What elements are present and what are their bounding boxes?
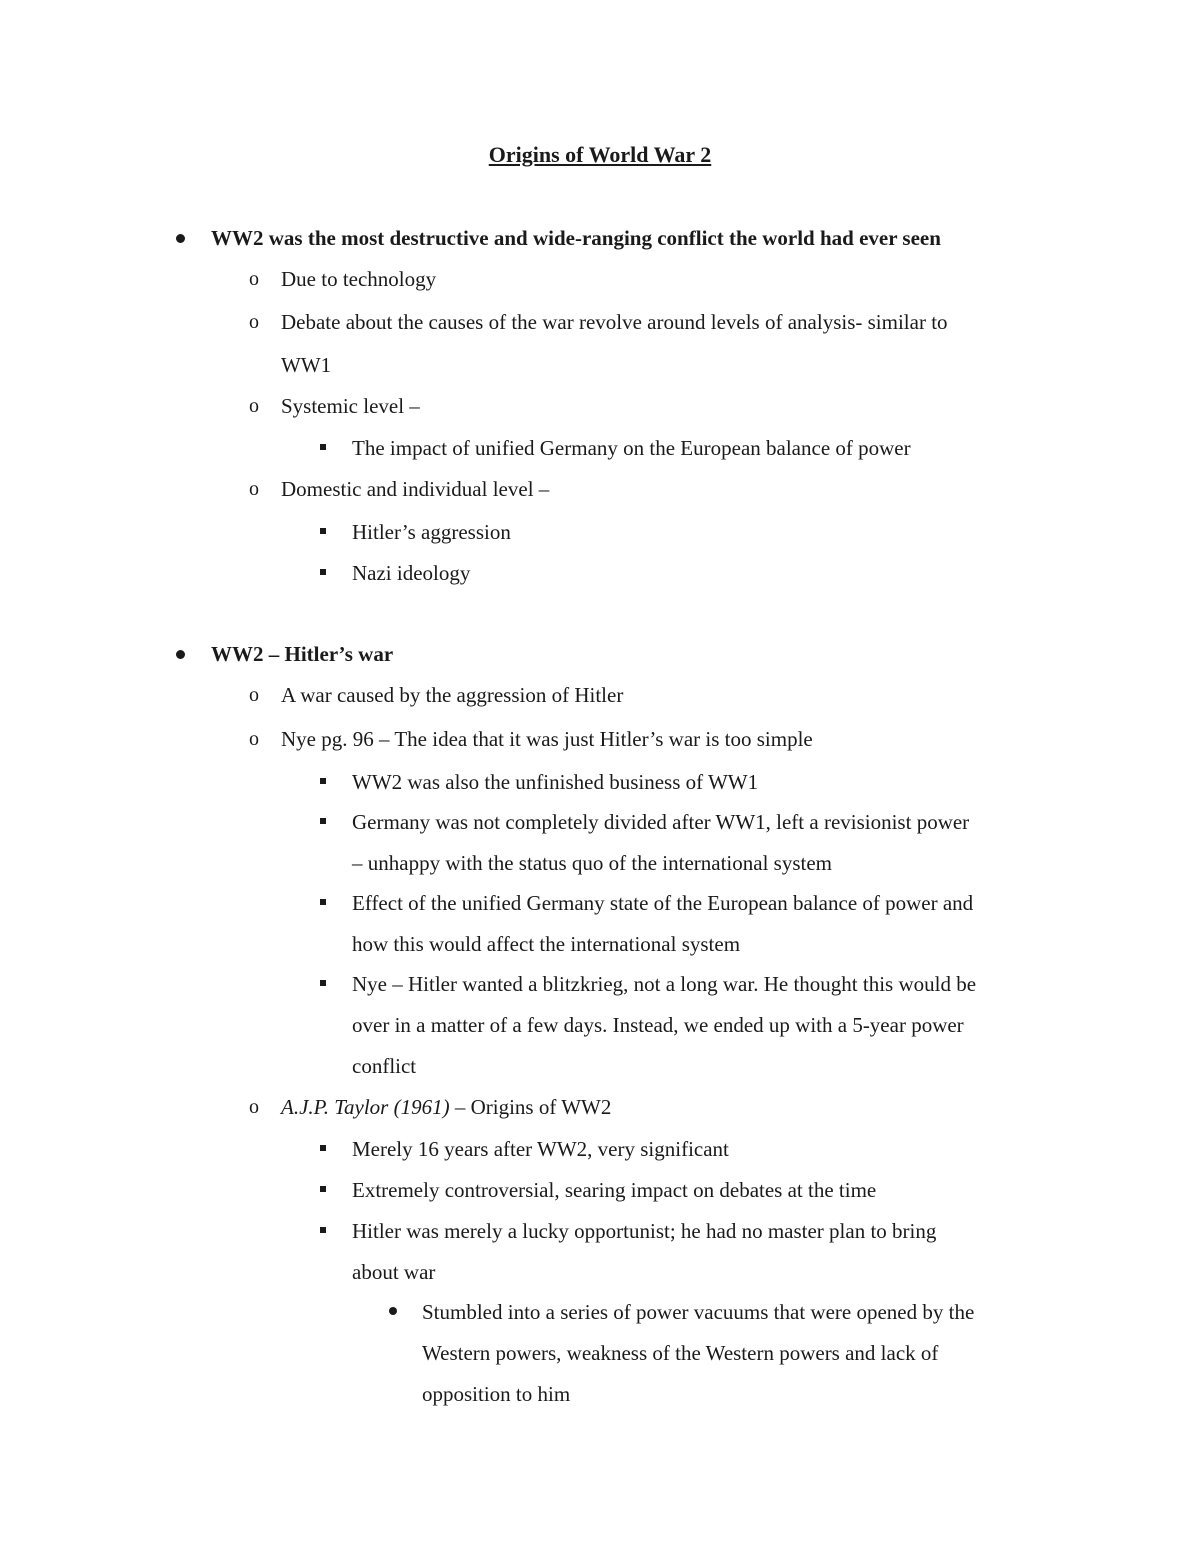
list-item: Merely 16 years after WW2, very significant [352,1137,729,1161]
list-item: Nazi ideology [352,561,471,585]
list-item: Debate about the causes of the war revolve around levels of analysis- similar to [281,310,948,334]
bullet-square-icon [320,1227,326,1233]
list-item: Due to technology [281,267,437,291]
citation-author: A.J.P. Taylor (1961) [281,1095,450,1119]
list-item: A war caused by the aggression of Hitler [281,683,624,707]
list-item-continuation: conflict [352,1054,417,1078]
citation-title: – Origins of WW2 [449,1095,612,1119]
bullet-square-icon [320,778,326,784]
list-item: Hitler’s aggression [352,520,511,544]
bullet-square-icon [320,899,326,905]
list-item: The impact of unified Germany on the European balance of power [352,436,911,460]
bullet-square-icon [320,1186,326,1192]
list-item: Nye pg. 96 – The idea that it was just Hitler’s war is too simple [281,727,813,751]
bullet-circle-icon: o [249,311,259,333]
list-item: Nye – Hitler wanted a blitzkrieg, not a long war. He thought this would be [352,972,977,996]
bullet-square-icon [320,980,326,986]
list-item-continuation: WW1 [281,353,332,377]
list-item-continuation: over in a matter of a few days. Instead, we ended up with a 5-year power [352,1013,964,1037]
list-item-continuation: – unhappy with the status quo of the international system [352,851,833,875]
list-item: Stumbled into a series of power vacuums that were opened by the [422,1300,975,1324]
bullet-square-icon [320,818,326,824]
bullet-circle-icon: o [249,268,259,290]
page-title: Origins of World War 2 [488,142,712,167]
bullet-circle-icon: o [249,684,259,706]
bullet-square-icon [320,444,326,450]
bullet-circle-icon: o [249,478,259,500]
list-item: WW2 was also the unfinished business of WW1 [352,770,759,794]
list-item-continuation: how this would affect the international system [352,932,741,956]
list-item: Extremely controversial, searing impact on debates at the time [352,1178,877,1202]
list-item-continuation: opposition to him [422,1382,571,1406]
bullet-circle-icon: o [249,728,259,750]
list-item: Germany was not completely divided after WW1, left a revisionist power [352,810,970,834]
bullet-square-icon [320,528,326,534]
bullet-disc-icon [389,1307,397,1315]
bullet-circle-icon: o [249,395,259,417]
list-item: Systemic level – [281,394,420,418]
list-item-continuation: about war [352,1260,436,1284]
list-item: Hitler was merely a lucky opportunist; he had no master plan to bring [352,1219,937,1243]
section2-heading: WW2 – Hitler’s war [211,642,394,666]
bullet-square-icon [320,1145,326,1151]
bullet-disc-icon [176,234,185,243]
section1-heading: WW2 was the most destructive and wide-ranging conflict the world had ever seen [211,226,941,250]
bullet-disc-icon [176,650,185,659]
list-item [281,1095,611,1119]
list-item: Effect of the unified Germany state of the European balance of power and [352,891,974,915]
bullet-circle-icon: o [249,1096,259,1118]
list-item-continuation: Western powers, weakness of the Western powers and lack of [422,1341,939,1365]
bullet-square-icon [320,569,326,575]
list-item: Domestic and individual level – [281,477,550,501]
